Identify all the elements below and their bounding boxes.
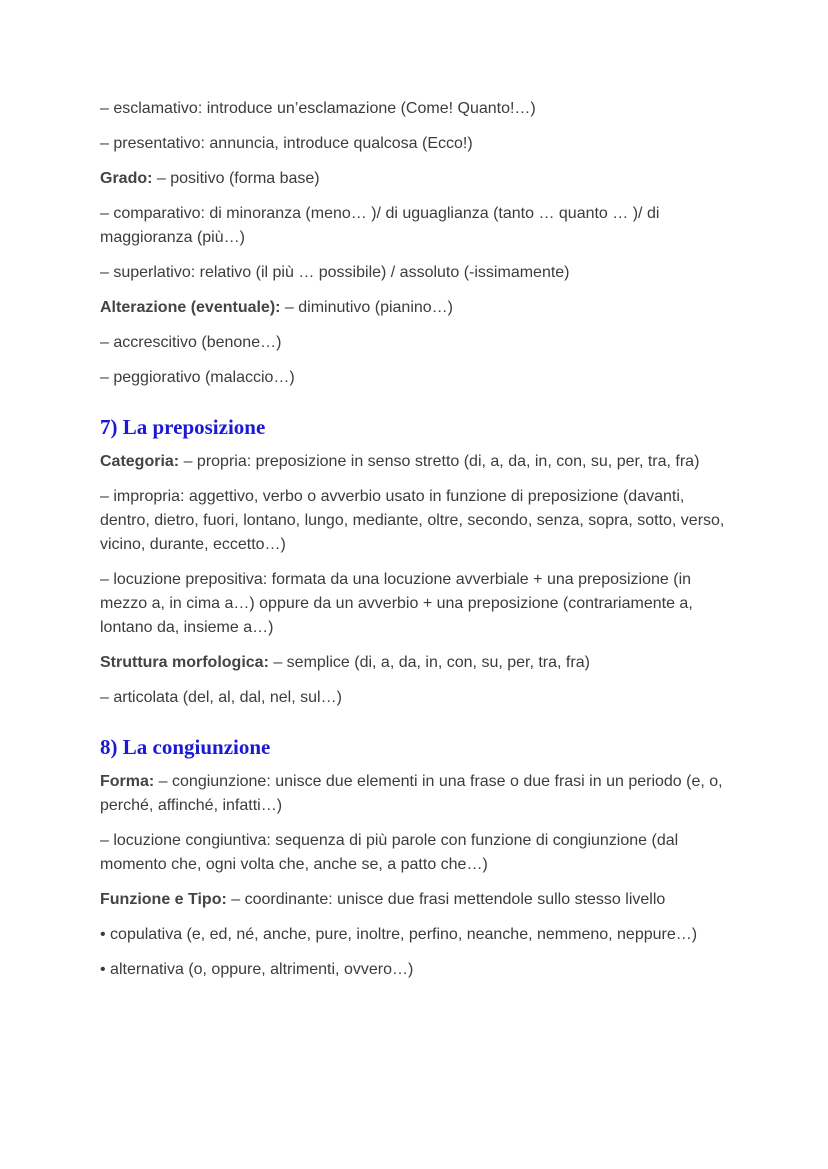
locuzione-prepositiva-paragraph: – locuzione prepositiva: formata da una locuzione avverbiale + una preposizione (in mezzo a, in cima a…) oppure da un avverbio + una preposizione (contrariamente a, lontano da, insieme a…) [100, 571, 693, 636]
funzione-paragraph [100, 888, 730, 912]
copulativa-paragraph: • copulativa (e, ed, né, anche, pure, inoltre, perfino, neanche, nemmeno, neppure…) [100, 926, 698, 943]
section-heading-congiunzione: 8) La congiunzione [100, 735, 271, 759]
alterazione-text: – diminutivo (pianino…) [280, 299, 454, 316]
categoria-label: Categoria: [100, 453, 180, 470]
forma-text: – congiunzione: unisce due elementi in una frase o due frasi in un periodo (e, o, perché, affinché, infatti…) [100, 773, 723, 814]
comparativo-line: – comparativo: di minoranza (meno… )/ di uguaglianza (tanto … quanto … )/ di maggioranza (più…) [100, 205, 660, 246]
impropria-paragraph: – impropria: aggettivo, verbo o avverbio usato in funzione di preposizione (davanti, dentro, dietro, fuori, lontano, lungo, mediante, oltre, secondo, senza, sopra, sotto, verso, vicino, durante, eccetto…) [100, 488, 725, 553]
superlativo-line: – superlativo: relativo (il più … possibile) / assoluto (-issimamente) [100, 264, 570, 281]
section-heading-preposizione: 7) La preposizione [100, 415, 266, 439]
articolata-line: – articolata (del, al, dal, nel, sul…) [100, 689, 342, 706]
funzione-label: Funzione e Tipo: [100, 891, 227, 908]
funzione-text: – coordinante: unisce due frasi mettendole sullo stesso livello [226, 891, 666, 908]
locuzione-congiuntiva-paragraph: – locuzione congiuntiva: sequenza di più parole con funzione di congiunzione (dal momento che, ogni volta che, anche se, a patto che…) [100, 832, 679, 873]
document-page [100, 97, 730, 993]
forma-paragraph [100, 770, 730, 818]
grado-label: Grado: [100, 170, 153, 187]
accrescitivo-line: – accrescitivo (benone…) [100, 334, 282, 351]
grado-paragraph [100, 167, 730, 191]
grado-text: – positivo (forma base) [152, 170, 320, 187]
alternativa-line: • alternativa (o, oppure, altrimenti, ovvero…) [100, 961, 414, 978]
alterazione-paragraph [100, 296, 730, 320]
struttura-text: – semplice (di, a, da, in, con, su, per, tra, fra) [268, 654, 590, 671]
struttura-label: Struttura morfologica: [100, 654, 269, 671]
alterazione-label: Alterazione (eventuale): [100, 299, 281, 316]
categoria-paragraph [100, 450, 730, 474]
peggiorativo-line: – peggiorativo (malaccio…) [100, 369, 295, 386]
categoria-text: – propria: preposizione in senso stretto (di, a, da, in, con, su, per, tra, fra) [179, 453, 700, 470]
presentativo-line: – presentativo: annuncia, introduce qualcosa (Ecco!) [100, 135, 473, 152]
struttura-paragraph [100, 651, 730, 675]
forma-label: Forma: [100, 773, 155, 790]
esclamativo-line: – esclamativo: introduce un’esclamazione (Come! Quanto!…) [100, 100, 536, 117]
